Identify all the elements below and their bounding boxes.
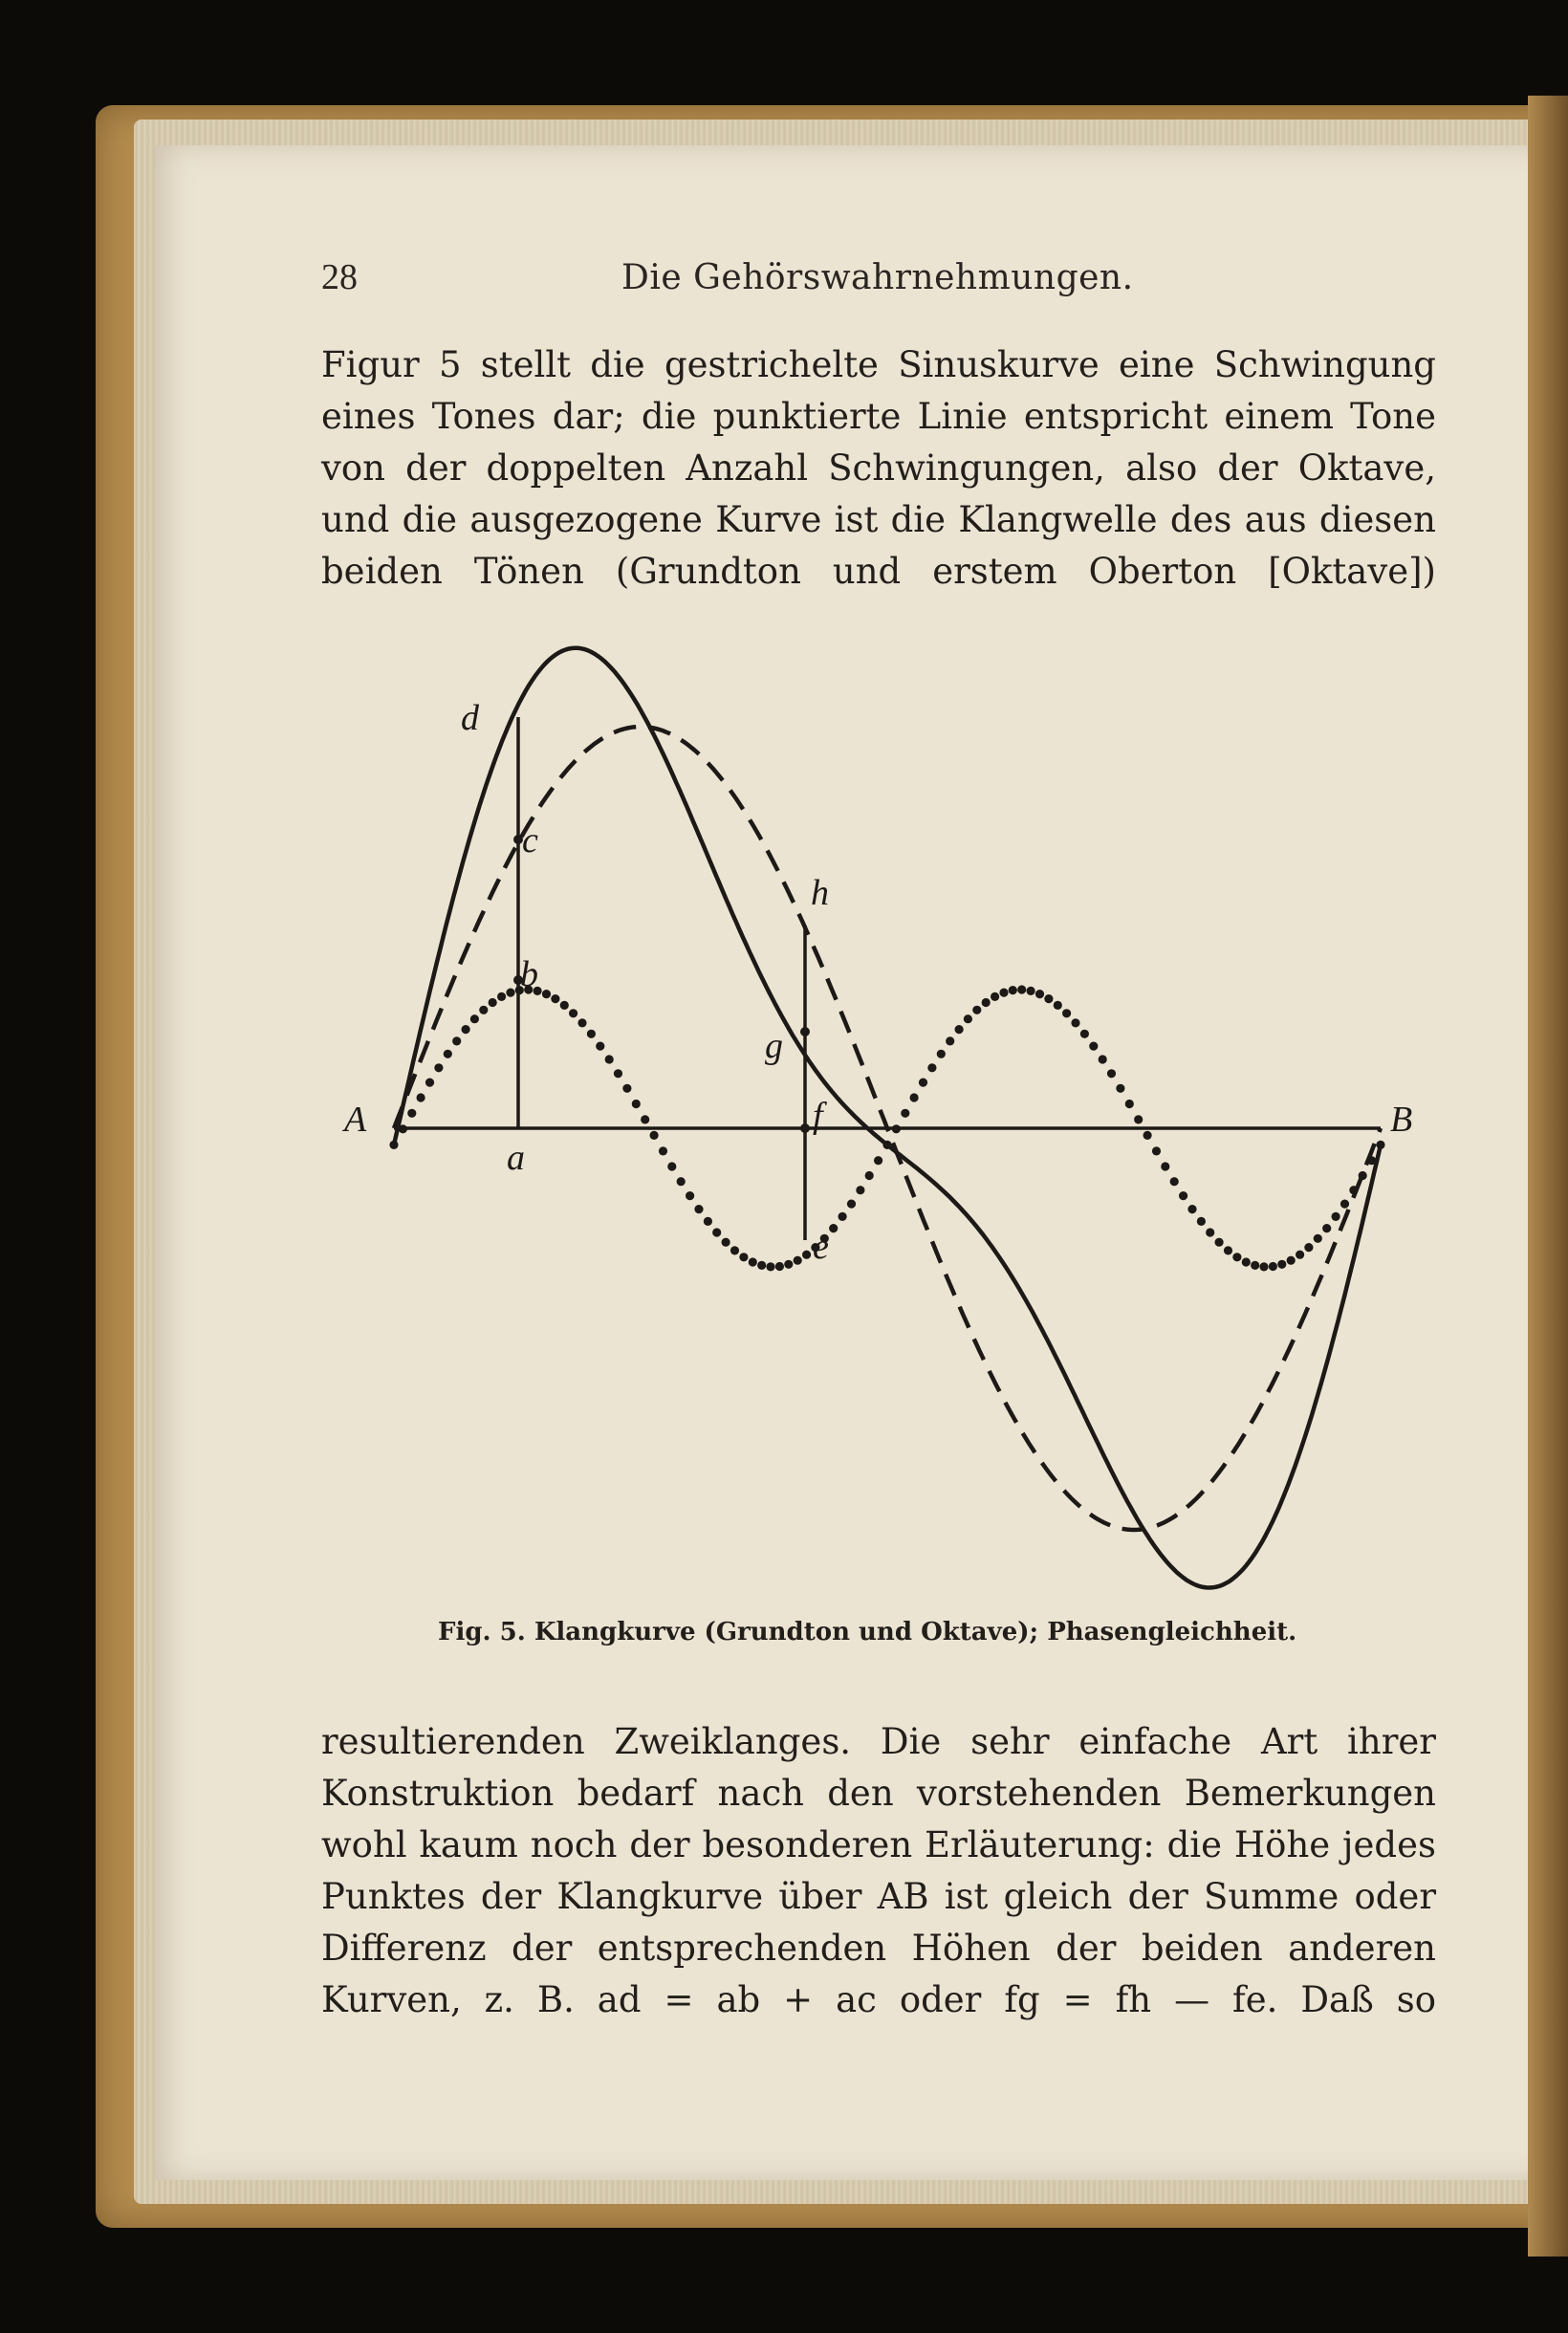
dotted-curve-dot <box>1197 1217 1206 1226</box>
dotted-curve-dot <box>1009 986 1017 994</box>
dotted-curve-dot <box>829 1224 838 1232</box>
text-line: Differenz der entsprechenden Höhen der beiden anderen <box>321 1928 1436 1969</box>
dotted-curve-dot <box>1359 1171 1367 1180</box>
page-number: 28 <box>321 257 358 297</box>
label-a: a <box>507 1138 525 1178</box>
dotted-curve-dot <box>838 1212 847 1221</box>
dotted-curve-dot <box>1179 1191 1187 1200</box>
dotted-curve-dot <box>1187 1205 1196 1213</box>
text-line: und die ausgezogene Kurve ist die Klangwelle des aus diesen <box>321 499 1436 540</box>
dotted-curve-dot <box>605 1055 614 1063</box>
dotted-curve-dot <box>506 989 514 997</box>
dotted-curve-dot <box>462 1025 470 1034</box>
dotted-curve-dot <box>1314 1234 1322 1243</box>
dotted-curve-dot <box>991 992 999 1001</box>
dotted-curve-dot <box>452 1036 461 1045</box>
dotted-curve-dot <box>632 1100 641 1108</box>
dotted-curve-dot <box>964 1014 972 1023</box>
dotted-curve-dot <box>596 1042 604 1051</box>
dotted-curve-dot <box>892 1124 901 1133</box>
dotted-curve-dot <box>1054 1001 1062 1010</box>
dotted-curve-dot <box>972 1006 981 1014</box>
dotted-curve-dot <box>749 1257 757 1266</box>
dotted-curve-dot <box>686 1191 694 1200</box>
dotted-curve-dot <box>1251 1261 1259 1270</box>
figure-drawing <box>316 631 1444 1616</box>
dotted-curve-dot <box>1269 1262 1277 1271</box>
dotted-curve-dot <box>1296 1251 1304 1259</box>
paragraph-top <box>321 339 1436 598</box>
dotted-curve-dot <box>982 998 991 1007</box>
dotted-curve-dot <box>1304 1243 1313 1252</box>
dotted-curve-dot <box>1035 990 1044 998</box>
dotted-curve-dot <box>1089 1042 1098 1051</box>
dotted-curve-dot <box>1332 1212 1340 1221</box>
dotted-curve-dot <box>577 1018 586 1027</box>
dotted-curve-dot <box>1152 1146 1161 1155</box>
dotted-curve-dot <box>999 989 1008 997</box>
label-d: d <box>461 698 479 738</box>
dotted-curve-dot <box>569 1009 577 1017</box>
figure-5 <box>316 631 1444 1616</box>
label-B: B <box>1390 1100 1413 1140</box>
dotted-curve-dot <box>587 1030 596 1038</box>
dotted-curve-dot <box>641 1115 649 1123</box>
dotted-curve-dot <box>1259 1262 1268 1271</box>
dotted-curve-dot <box>1232 1253 1241 1261</box>
dotted-curve-dot <box>1349 1186 1358 1194</box>
dotted-curve-dot <box>1287 1256 1296 1265</box>
dotted-curve-dot <box>1107 1069 1116 1078</box>
dotted-curve-dot <box>802 1251 811 1259</box>
dotted-curve-dot <box>794 1256 802 1265</box>
dotted-curve-dot <box>1099 1055 1107 1063</box>
dotted-curve-dot <box>1071 1018 1079 1027</box>
paragraph-bottom <box>321 1716 1436 2026</box>
text-line: von der doppelten Anzahl Schwingungen, also der Oktave, <box>321 447 1436 489</box>
dotted-curve-dot <box>1062 1009 1071 1017</box>
dotted-curve-dot <box>946 1036 954 1045</box>
dotted-curve-dot <box>1215 1238 1224 1247</box>
dotted-curve-dot <box>614 1069 622 1078</box>
running-head: Die Gehörswahrnehmungen. <box>621 258 1134 297</box>
dotted-curve-dot <box>856 1186 864 1194</box>
dotted-curve-dot <box>667 1162 676 1170</box>
dotted-curve-dot <box>622 1084 631 1093</box>
figure-caption: Fig. 5. Klangkurve (Grundton und Oktave); Phasengleichheit. <box>438 1618 1297 1646</box>
dotted-curve-dot <box>479 1006 488 1014</box>
dotted-curve-dot <box>712 1228 721 1236</box>
label-g: g <box>765 1026 783 1066</box>
dotted-curve-dot <box>1134 1115 1143 1123</box>
dotted-curve-dot <box>1242 1257 1251 1266</box>
label-b: b <box>520 954 538 994</box>
dotted-curve-dot <box>1161 1162 1169 1170</box>
dotted-curve-dot <box>865 1171 874 1180</box>
dotted-curve-dot <box>425 1079 434 1087</box>
dotted-curve-dot <box>542 990 551 998</box>
text-line: eines Tones dar; die punktierte Linie entspricht einem Tone <box>321 396 1436 437</box>
dotted-curve-dot <box>1277 1260 1286 1269</box>
label-c: c <box>522 820 538 861</box>
label-h: h <box>811 873 829 913</box>
label-A: A <box>344 1100 367 1140</box>
dotted-curve-dot <box>937 1050 946 1058</box>
dotted-curve-dot <box>910 1093 919 1101</box>
dotted-curve-dot <box>1080 1030 1089 1038</box>
text-line: Figur 5 stellt die gestrichelte Sinuskurve eine Schwingung <box>321 344 1436 385</box>
dotted-curve-dot <box>489 998 497 1007</box>
dotted-curve-dot <box>704 1217 712 1226</box>
dotted-curve-dot <box>1017 985 1026 993</box>
label-f: f <box>813 1096 823 1136</box>
dotted-curve-dot <box>497 992 506 1001</box>
text-line: Konstruktion bedarf nach den vorstehenden Bemerkungen <box>321 1773 1436 1814</box>
dotted-curve-dot <box>927 1063 936 1072</box>
dotted-curve-dot <box>1170 1177 1179 1186</box>
text-line: resultierenden Zweiklanges. Die sehr einfache Art ihrer <box>321 1721 1436 1762</box>
dotted-curve-dot <box>551 994 559 1003</box>
text-line: beiden Tönen (Grundton und erstem Oberton [Oktave]) <box>321 551 1436 592</box>
dotted-curve-dot <box>757 1261 766 1270</box>
text-line: Kurven, z. B. ad = ab + ac oder fg = fh — fe. Daß so <box>321 1979 1436 2020</box>
dotted-curve-dot <box>470 1014 479 1023</box>
dotted-curve-dot <box>722 1238 730 1247</box>
dotted-curve-dot <box>1116 1084 1124 1093</box>
dotted-curve-dot <box>955 1025 964 1034</box>
dotted-curve-dot <box>775 1262 784 1271</box>
dotted-curve-dot <box>919 1079 927 1087</box>
dotted-curve-dot <box>766 1262 774 1271</box>
dotted-curve-dot <box>1340 1200 1349 1209</box>
dotted-curve-dot <box>677 1177 686 1186</box>
book-spine <box>1528 96 1568 2257</box>
dotted-curve-dot <box>560 1001 569 1010</box>
dotted-curve-dot <box>1044 994 1053 1003</box>
label-e: e <box>813 1227 829 1267</box>
dotted-curve-dot <box>901 1109 909 1118</box>
dotted-curve-dot <box>1143 1131 1152 1140</box>
dotted-curve-dot <box>444 1050 452 1058</box>
page-header <box>0 256 1568 304</box>
text-line: Punktes der Klangkurve über AB ist gleich der Summe oder <box>321 1876 1436 1917</box>
dotted-curve-dot <box>784 1260 793 1269</box>
dotted-curve-dot <box>1224 1246 1232 1254</box>
dotted-curve-dot <box>730 1246 739 1254</box>
dotted-curve-dot <box>417 1093 425 1101</box>
dotted-curve-dot <box>1322 1224 1331 1232</box>
dotted-curve-dot <box>1206 1228 1214 1236</box>
point-g <box>800 1027 810 1036</box>
dotted-curve-dot <box>650 1131 659 1140</box>
text-line: wohl kaum noch der besonderen Erläuterung: die Höhe jedes <box>321 1824 1436 1865</box>
dotted-curve-dot <box>1027 987 1035 995</box>
dotted-curve-dot <box>847 1200 856 1209</box>
dotted-curve-dot <box>739 1253 748 1261</box>
dotted-curve-dot <box>694 1205 703 1213</box>
solid-sound-curve <box>394 648 1381 1588</box>
point-f <box>800 1123 810 1133</box>
dotted-curve-dot <box>659 1146 667 1155</box>
dotted-curve-dot <box>407 1109 416 1118</box>
dotted-curve-dot <box>434 1063 443 1072</box>
dotted-curve-dot <box>1125 1100 1134 1108</box>
dotted-curve-dot <box>874 1156 882 1165</box>
